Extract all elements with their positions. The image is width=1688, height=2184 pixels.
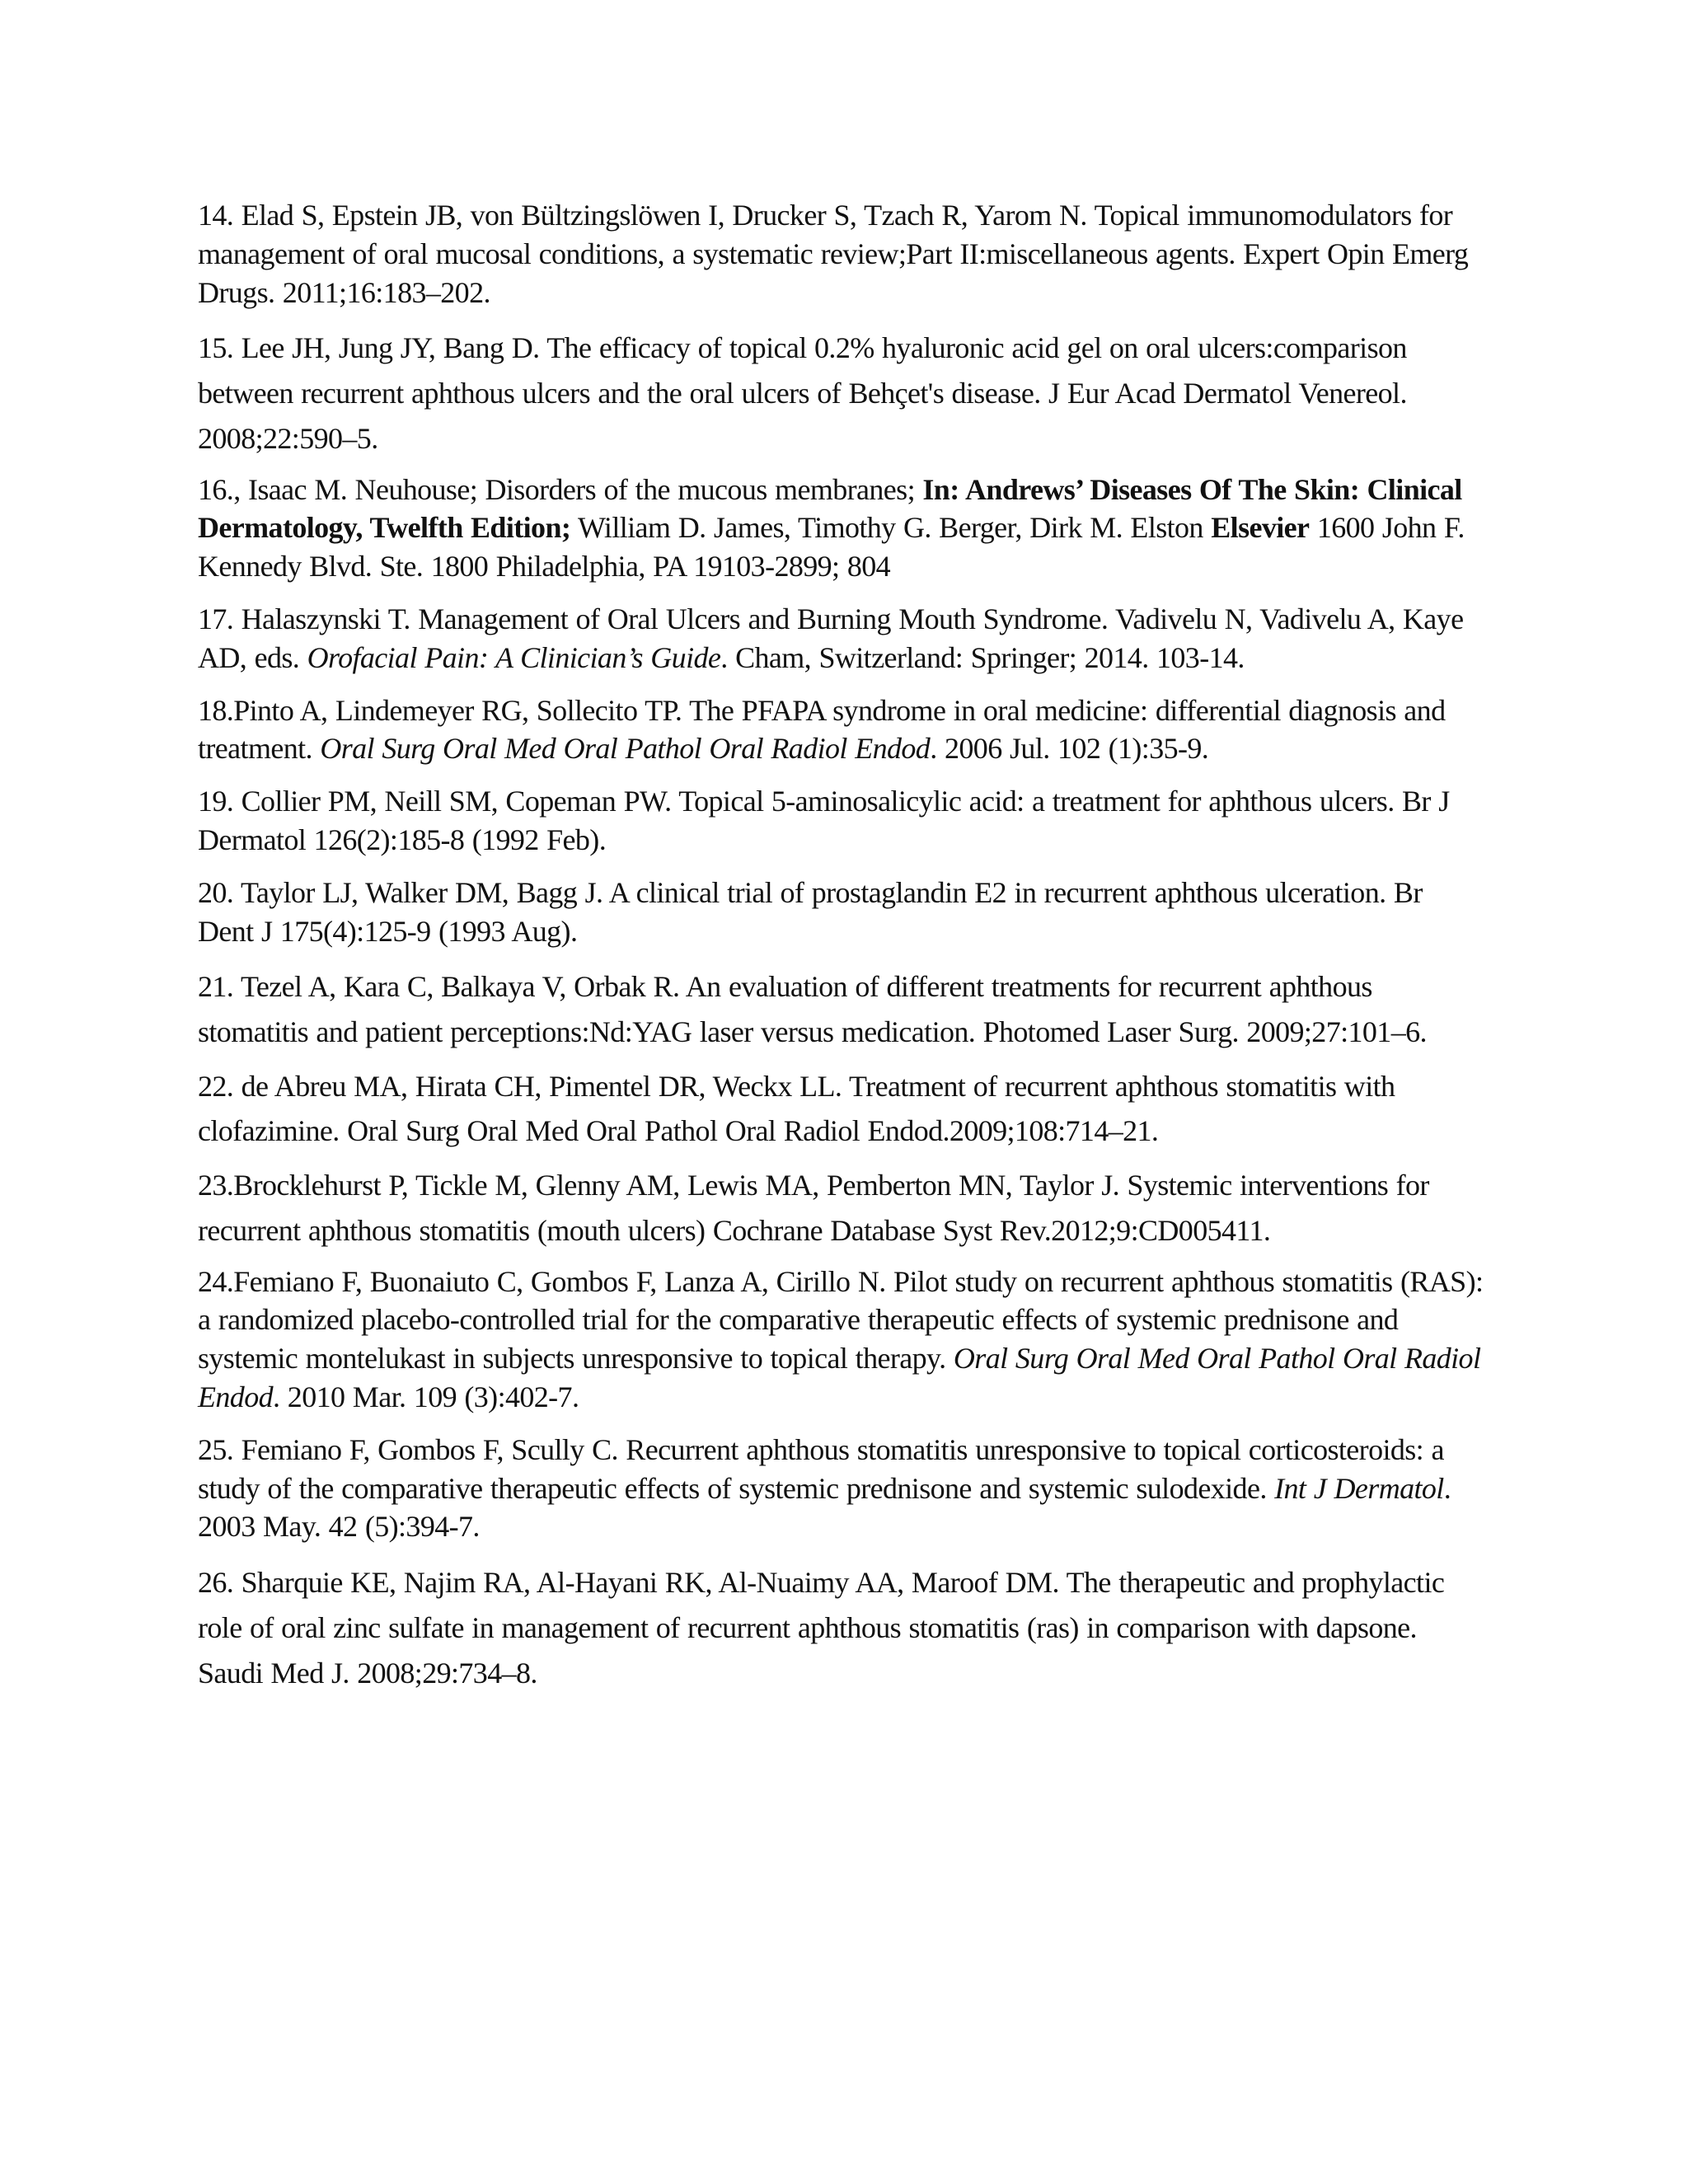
reference-26 [198,1560,1484,1695]
reference-text: 14. Elad S, Epstein JB, von Bültzingslöwen I, Drucker S, Tzach R, Yarom N. Topical immunomodulators for management of oral mucosal conditions, a systematic review;Part II:miscellaneous agents. Expert Opin Emerg Drugs. 2011;16:183–202. [198,199,1469,309]
reference-16 [198,471,1484,586]
reference-text: 1600 John F. Kennedy Blvd. Ste. 1800 Philadelphia, PA 19103-2899; 804 [198,511,1465,583]
reference-text: 25. Femiano F, Gombos F, Scully C. Recurrent aphthous stomatitis unresponsive to topical corticosteroids: a study of the comparative therapeutic effects of systemic prednisone and systemic sulodexide. [198,1432,1444,1505]
reference-text: 26. Sharquie KE, Najim RA, Al-Hayani RK, Al-Nuaimy AA, Maroof DM. The therapeutic and prophylactic role of oral zinc sulfate in management of recurrent aphthous stomatitis (ras) in comparison with dapsone. Saudi Med J. 2008;29:734–8. [198,1566,1445,1690]
reference-text: William D. James, Timothy G. Berger, Dirk M. Elston [570,511,1212,545]
reference-23 [198,1163,1484,1253]
bold-text: In: Andrews’ Diseases Of The Skin: Clinical Dermatology, Twelfth Edition; [198,472,1462,545]
reference-text: 18.Pinto A, Lindemeyer RG, Sollecito TP. The PFAPA syndrome in oral medicine: differential diagnosis and treatment. [198,693,1446,766]
journal-title: Oral Surg Oral Med Oral Pathol Oral Radiol Endod [198,1342,1481,1414]
reference-text: 15. Lee JH, Jung JY, Bang D. The efficacy of topical 0.2% hyaluronic acid gel on oral ulcers:comparison between recurrent aphthous ulcers and the oral ulcers of Behçet's disease. J Eur Acad Dermatol Venereol. 2008;22:590–5. [198,331,1407,455]
reference-text: 22. de Abreu MA, Hirata CH, Pimentel DR, Weckx LL. Treatment of recurrent aphthous stomatitis with clofazimine. Oral Surg Oral Med Oral Pathol Oral Radiol Endod.2009;108:714–21. [198,1069,1395,1148]
reference-text: . 2003 May. 42 (5):394-7. [198,1471,1451,1544]
reference-24 [198,1263,1484,1417]
reference-20 [198,874,1484,951]
reference-18 [198,691,1484,769]
reference-text: 21. Tezel A, Kara C, Balkaya V, Orbak R. An evaluation of different treatments for recurrent aphthous stomatitis and patient perceptions:Nd:YAG laser versus medication. Photomed Laser Surg. 2009;27:101–6. [198,970,1427,1049]
journal-title: Orofacial Pain: A Clinician’s Guide [307,640,721,674]
reference-list [198,196,1484,1704]
reference-14 [198,196,1484,312]
reference-text: 23.Brocklehurst P, Tickle M, Glenny AM, Lewis MA, Pemberton MN, Taylor J. Systemic interventions for recurrent aphthous stomatitis (mouth ulcers) Cochrane Database Syst Rev.2012;9:CD005411. [198,1169,1429,1247]
reference-text: . 2006 Jul. 102 (1):35-9. [930,732,1209,766]
bold-text: Elsevier [1211,511,1310,545]
reference-text: 16., Isaac M. Neuhouse; Disorders of the mucous membranes; [198,472,923,506]
reference-text: . Cham, Switzerland: Springer; 2014. 103-14. [720,640,1245,674]
reference-22 [198,1064,1484,1154]
reference-21 [198,964,1484,1054]
reference-17 [198,600,1484,677]
journal-title: Int J Dermatol [1274,1471,1444,1505]
reference-text: 17. Halaszynski T. Management of Oral Ulcers and Burning Mouth Syndrome. Vadivelu N, Vadivelu A, Kaye AD, eds. [198,602,1464,674]
reference-text: 24.Femiano F, Buonaiuto C, Gombos F, Lanza A, Cirillo N. Pilot study on recurrent aphthous stomatitis (RAS): a randomized placebo-controlled trial for the comparative therapeutic effects of systemic prednisone and systemic montelukast in subjects unresponsive to topical therapy. [198,1264,1484,1376]
reference-text: 19. Collier PM, Neill SM, Copeman PW. Topical 5-aminosalicylic acid: a treatment for aphthous ulcers. Br J Dermatol 126(2):185-8 (1992 Feb). [198,785,1450,856]
journal-title: Oral Surg Oral Med Oral Pathol Oral Radiol Endod [320,732,931,766]
reference-25 [198,1431,1484,1546]
reference-text: 20. Taylor LJ, Walker DM, Bagg J. A clinical trial of prostaglandin E2 in recurrent aphthous ulceration. Br Dent J 175(4):125-9 (1993 Aug). [198,875,1423,948]
reference-19 [198,782,1484,860]
reference-15 [198,326,1484,461]
reference-text: . 2010 Mar. 109 (3):402-7. [273,1380,579,1414]
